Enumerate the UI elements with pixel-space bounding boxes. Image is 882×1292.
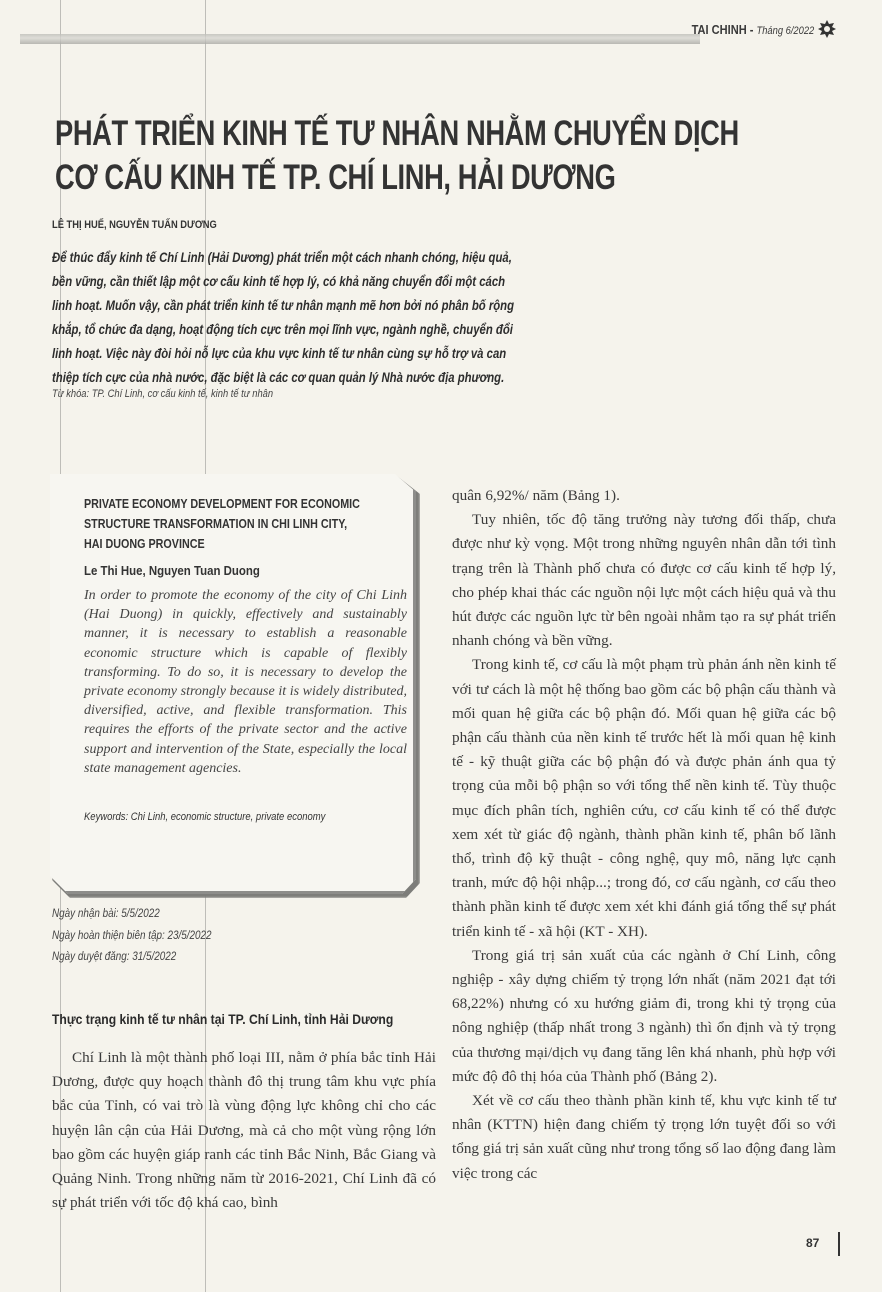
header-rule	[20, 34, 700, 44]
running-header	[691, 22, 814, 37]
title-line: PHÁT TRIỂN KINH TẾ TƯ NHÂN NHẰM CHUYỂN DỊCH	[55, 114, 739, 153]
journal-name: TAI CHINH	[691, 22, 747, 37]
page-number: 87	[806, 1236, 820, 1250]
english-title	[84, 494, 360, 554]
page-number-rule	[838, 1232, 840, 1256]
english-title-line: HAI DUONG PROVINCE	[84, 537, 205, 551]
english-abstract: In order to promote the economy of the city of Chi Linh (Hai Duong) in quickly, effectively and sustainably manner, it is necessary to establish a reasonable economic structure which is capable of flexibly transforming. To do so, it is necessary to develop the private economy strongly because it is widely distributed, diversified, active, and flexible transformation. This requires the efforts of the private sector and the active support and intervention of the State, especially the local state management agencies.	[84, 588, 407, 776]
ornament-icon	[818, 20, 836, 38]
paragraph: quân 6,92%/ năm (Bảng 1).	[452, 487, 620, 504]
paragraph: Trong giá trị sản xuất của các ngành ở Chí Linh, công nghiệp - xây dựng chiếm tỷ trọng lớn nhất (năm 2021 đạt tới 68,22%) nhưng có xu hướng giảm đi, trong khi tỷ trọng của nông nghiệp (thấp nhất trong 3 ngành) thì ổn định và tỷ trọng của thương mại/dịch vụ đang tăng lên khá nhanh, phù hợp với mức độ đô thị hóa của Thành phố (Bảng 2).	[452, 946, 836, 1085]
english-title-line: PRIVATE ECONOMY DEVELOPMENT FOR ECONOMIC	[84, 497, 360, 511]
left-column	[52, 1046, 436, 1215]
section-heading: Thực trạng kinh tế tư nhân tại TP. Chí Linh, tỉnh Hải Dương	[52, 1012, 394, 1027]
abstract-vi: Để thúc đẩy kinh tế Chí Linh (Hải Dương) phát triển một cách nhanh chóng, hiệu quả, bền vững, cần thiết lập một cơ cấu kinh tế hợp lý, có khả năng chuyển đổi một cách linh hoạt. Muốn vậy, cần phát triển kinh tế tư nhân mạnh mẽ hơn bởi nó phân bố rộng khắp, tổ chức đa dạng, hoạt động tích cực trên mọi lĩnh vực, ngành nghề, chuyển đổi linh hoạt. Việc này đòi hỏi nỗ lực của khu vực kinh tế tư nhân cùng sự hỗ trợ và can thiệp tích cực của nhà nước, đặc biệt là các cơ quan quản lý Nhà nước địa phương.	[52, 250, 515, 385]
issue-date: Tháng 6/2022	[756, 25, 814, 37]
header-separator: -	[746, 22, 757, 37]
article-dates	[52, 904, 211, 969]
title-line: CƠ CẤU KINH TẾ TP. CHÍ LINH, HẢI DƯƠNG	[55, 158, 616, 197]
english-title-line: STRUCTURE TRANSFORMATION IN CHI LINH CITY,	[84, 517, 348, 531]
paragraph: Trong kinh tế, cơ cấu là một phạm trù phản ánh nền kinh tế với tư cách là một hệ thống bao gồm các bộ phận cấu thành và mối quan hệ giữa các bộ phận đó. Mối quan hệ giữa các bộ phận cấu thành của nền kinh tế trước hết là mối quan hệ kinh tế - kỹ thuật giữa các bộ phận đó và được phản ánh qua tỷ trọng của mỗi bộ phận so với tổng thể nền kinh tế. Tùy thuộc mục đích phân tích, nghiên cứu, cơ cấu kinh tế có thể được xem xét từ giác độ ngành, thành phần kinh tế, phân bố lãnh thổ, trình độ kỹ thuật - công nghệ, quy mô, năng lực cạnh tranh, mức độ hội nhập...; trong đó, cơ cấu ngành, cơ cấu theo thành phần kinh tế được xem xét khi đánh giá tổng thể sự phát triển kinh tế - xã hội (KT - XH).	[452, 656, 836, 940]
paragraph: Tuy nhiên, tốc độ tăng trưởng này tương đối thấp, chưa được như kỳ vọng. Một trong những nguyên nhân dẫn tới tình trạng trên là Thành phố chưa có được cơ cấu kinh tế hợp lý, cho phép khai thác các nguồn nội lực một cách hiệu quả và thu hút được các nguồn lực từ bên ngoài nhằm tạo ra sự phát triển nhanh chóng và bền vững.	[452, 511, 836, 650]
article-authors: LÊ THỊ HUẾ, NGUYỄN TUẤN DƯƠNG	[52, 219, 217, 231]
english-keywords: Keywords: Chi Linh, economic structure, private economy	[84, 811, 326, 823]
date-approved: Ngày duyệt đăng: 31/5/2022	[52, 951, 177, 963]
article-title	[55, 112, 739, 200]
english-authors: Le Thi Hue, Nguyen Tuan Duong	[84, 563, 260, 578]
paragraph: Chí Linh là một thành phố loại III, nằm ở phía bắc tỉnh Hải Dương, được quy hoạch thành đô thị trung tâm khu vực phía bắc của Tỉnh, có vai trò là vùng động lực không chỉ cho các huyện lân cận của Hải Dương, mà cả cho một vùng rộng lớn bao gồm các huyện giáp ranh các tỉnh Bắc Ninh, Bắc Giang và Quảng Ninh. Trong những năm từ 2016-2021, Chí Linh đã có sự phát triển với tốc độ khá cao, bình	[52, 1049, 436, 1212]
date-received: Ngày nhận bài: 5/5/2022	[52, 908, 160, 920]
right-column	[452, 484, 836, 1186]
paragraph: Xét về cơ cấu theo thành phần kinh tế, khu vực kinh tế tư nhân (KTTN) hiện đang chiếm tỷ trọng lớn tuyệt đối so với tổng giá trị sản xuất cũng như trong tổng số lao động đang làm việc trong các	[452, 1092, 836, 1182]
keywords-vi: Từ khóa: TP. Chí Linh, cơ cấu kinh tế, kinh tế tư nhân	[52, 388, 274, 400]
date-edited: Ngày hoàn thiện biên tập: 23/5/2022	[52, 929, 212, 942]
